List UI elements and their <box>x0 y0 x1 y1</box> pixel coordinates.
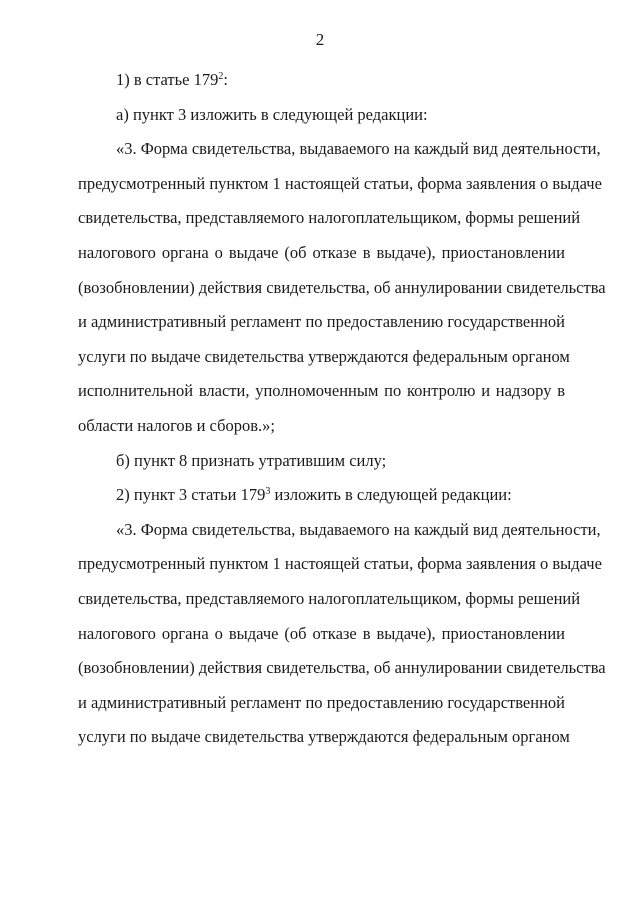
quote-2-line: «3. Форма свидетельства, выдаваемого на каждый вид деятельности, <box>116 519 601 539</box>
item-2-text: 2) пункт 3 статьи 179 <box>116 485 266 505</box>
quote-1-line: исполнительной власти, уполномоченным по контролю и надзору в <box>78 381 565 401</box>
quote-2-line: и административный регламент по предоставлению государственной <box>78 692 565 712</box>
subitem-a: а) пункт 3 изложить в следующей редакции: <box>116 104 428 124</box>
quote-2-line: (возобновлении) действия свидетельства, об аннулировании свидетельства <box>78 658 606 678</box>
quote-1-line: услуги по выдаче свидетельства утверждаются федеральным органом <box>78 346 570 366</box>
quote-1-line: «3. Форма свидетельства, выдаваемого на каждый вид деятельности, <box>116 139 601 159</box>
quote-2-line: предусмотренный пунктом 1 настоящей статьи, форма заявления о выдаче <box>78 554 602 574</box>
item-2-tail: изложить в следующей редакции: <box>270 485 512 505</box>
quote-2-line: услуги по выдаче свидетельства утверждаются федеральным органом <box>78 727 570 747</box>
quote-2-line: налогового органа о выдаче (об отказе в выдаче), приостановлении <box>78 623 565 643</box>
subitem-b: б) пункт 8 признать утратившим силу; <box>116 450 387 470</box>
page-number: 2 <box>315 30 325 49</box>
quote-1-line: предусмотренный пунктом 1 настоящей статьи, форма заявления о выдаче <box>78 173 602 193</box>
document-body <box>78 63 606 755</box>
quote-1-line: налогового органа о выдаче (об отказе в выдаче), приостановлении <box>78 242 565 262</box>
quote-1-last-line: области налогов и сборов.»; <box>78 415 275 435</box>
item-2-heading <box>78 478 565 513</box>
quote-1-line: свидетельства, представляемого налогоплательщиком, формы решений <box>78 208 581 228</box>
item-1-superscript: 2 <box>218 71 224 82</box>
item-1-heading <box>78 63 565 98</box>
item-1-colon: : <box>223 70 228 89</box>
item-2-superscript: 3 <box>265 486 271 498</box>
quote-1-line: и административный регламент по предоставлению государственной <box>78 312 565 332</box>
quote-1-line: (возобновлении) действия свидетельства, об аннулировании свидетельства <box>78 277 606 297</box>
quote-2-line: свидетельства, представляемого налогоплательщиком, формы решений <box>78 588 581 608</box>
item-1-text: 1) в статье 179 <box>116 70 219 89</box>
